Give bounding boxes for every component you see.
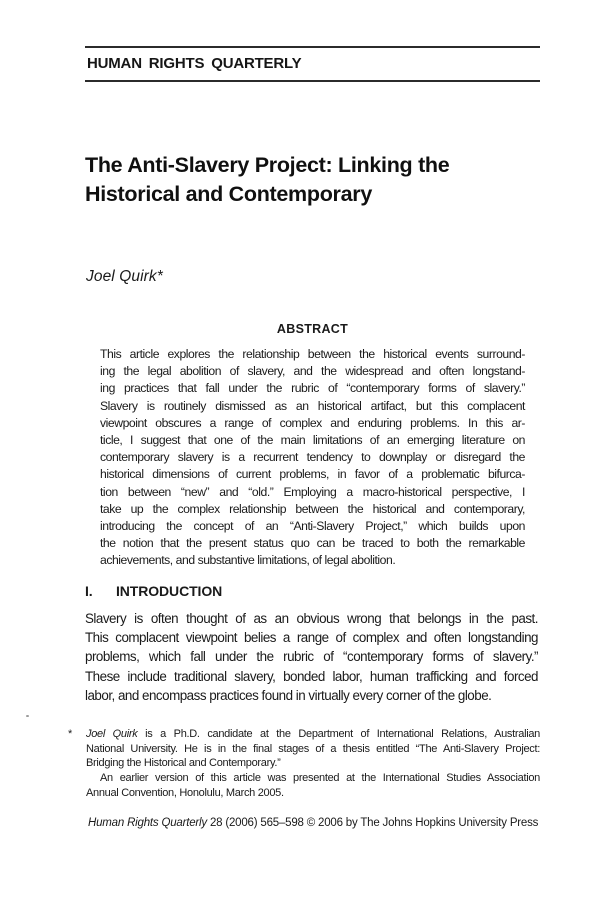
text-line: achievements, and substantive limitations, of legal abolition. bbox=[100, 553, 396, 568]
text-line: the notion that the present status quo can be traced to both the remarkable bbox=[100, 536, 525, 551]
text-line: take up the complex relationship between the historical and contemporary, bbox=[100, 501, 525, 516]
introduction-paragraph bbox=[85, 609, 538, 705]
text-line: labor, and encompass practices found in virtually every corner of the globe. bbox=[85, 687, 492, 703]
text-line: ing practices that fall under the rubric of “contemporary forms of slavery.” bbox=[100, 381, 525, 396]
footnote-paragraph-2 bbox=[86, 771, 540, 800]
text-line: Slavery is routinely dismissed as an historical artifact, but this complacent bbox=[100, 398, 525, 413]
text-line: ing the legal abolition of slavery, and the widespread and often longstand- bbox=[100, 364, 525, 379]
author-byline: Joel Quirk* bbox=[86, 268, 163, 285]
text-line: viewpoint obscures a range of complex and enduring problems. In this ar- bbox=[100, 415, 525, 430]
text-line: Bridging the Historical and Contemporary.” bbox=[86, 757, 281, 770]
text-line: National University. He is in the final stages of a thesis entitled “The Anti-Slavery Project: bbox=[86, 742, 540, 755]
text-line: This complacent viewpoint belies a range of complex and often longstanding bbox=[85, 630, 538, 646]
footnote-line1-text: is a Ph.D. candidate at the Department of International Relations, Australian bbox=[137, 728, 540, 740]
abstract-heading: ABSTRACT bbox=[276, 322, 349, 336]
footnote-author-name: Joel Quirk bbox=[86, 728, 138, 740]
section-number: I. bbox=[85, 583, 93, 599]
text-line: Historical and Contemporary bbox=[85, 182, 372, 206]
journal-citation-title: Human Rights Quarterly bbox=[88, 817, 207, 829]
text-line: These include traditional slavery, bonded labor, human trafficking and forced bbox=[85, 668, 538, 684]
scan-speck bbox=[26, 715, 29, 717]
journal-citation bbox=[88, 817, 558, 829]
text-line: contemporary slavery is a recurrent tendency to downplay or disregard the bbox=[100, 450, 525, 465]
footnote-paragraph-1 bbox=[86, 742, 540, 771]
article-title bbox=[85, 151, 560, 209]
section-heading-introduction bbox=[85, 583, 222, 599]
journal-name: HUMAN RIGHTS QUARTERLY bbox=[87, 55, 302, 72]
footnote-line bbox=[68, 727, 540, 742]
text-line: historical dimensions of current problems, in favor of a problematic bifurca- bbox=[100, 467, 525, 482]
text-line: An earlier version of this article was presented at the International Studies Association bbox=[100, 772, 540, 785]
text-line: problems, which fall under the rubric of “contemporary forms of slavery.” bbox=[85, 649, 538, 665]
text-line: Slavery is often thought of as an obvious wrong that belongs in the past. bbox=[85, 611, 538, 626]
masthead-band bbox=[85, 46, 540, 82]
section-heading-label: INTRODUCTION bbox=[116, 583, 223, 599]
text-line: The Anti-Slavery Project: Linking the bbox=[85, 153, 450, 177]
text-line: ticle, I suggest that one of the main limitations of an emerging literature on bbox=[100, 433, 525, 448]
text-line: This article explores the relationship between the historical events surround- bbox=[100, 347, 525, 361]
text-line: Annual Convention, Honolulu, March 2005. bbox=[86, 786, 284, 799]
abstract-text bbox=[100, 346, 525, 570]
journal-citation-rest: 28 (2006) 565–598 © 2006 by The Johns Hopkins University Press bbox=[206, 817, 539, 829]
footnote-marker: * bbox=[68, 728, 72, 740]
text-line: tion between “new” and “old.” Employing a macro-historical perspective, I bbox=[100, 484, 525, 499]
text-line: introducing the concept of an “Anti-Slavery Project,” which builds upon bbox=[100, 519, 525, 534]
author-footnote bbox=[68, 727, 540, 801]
